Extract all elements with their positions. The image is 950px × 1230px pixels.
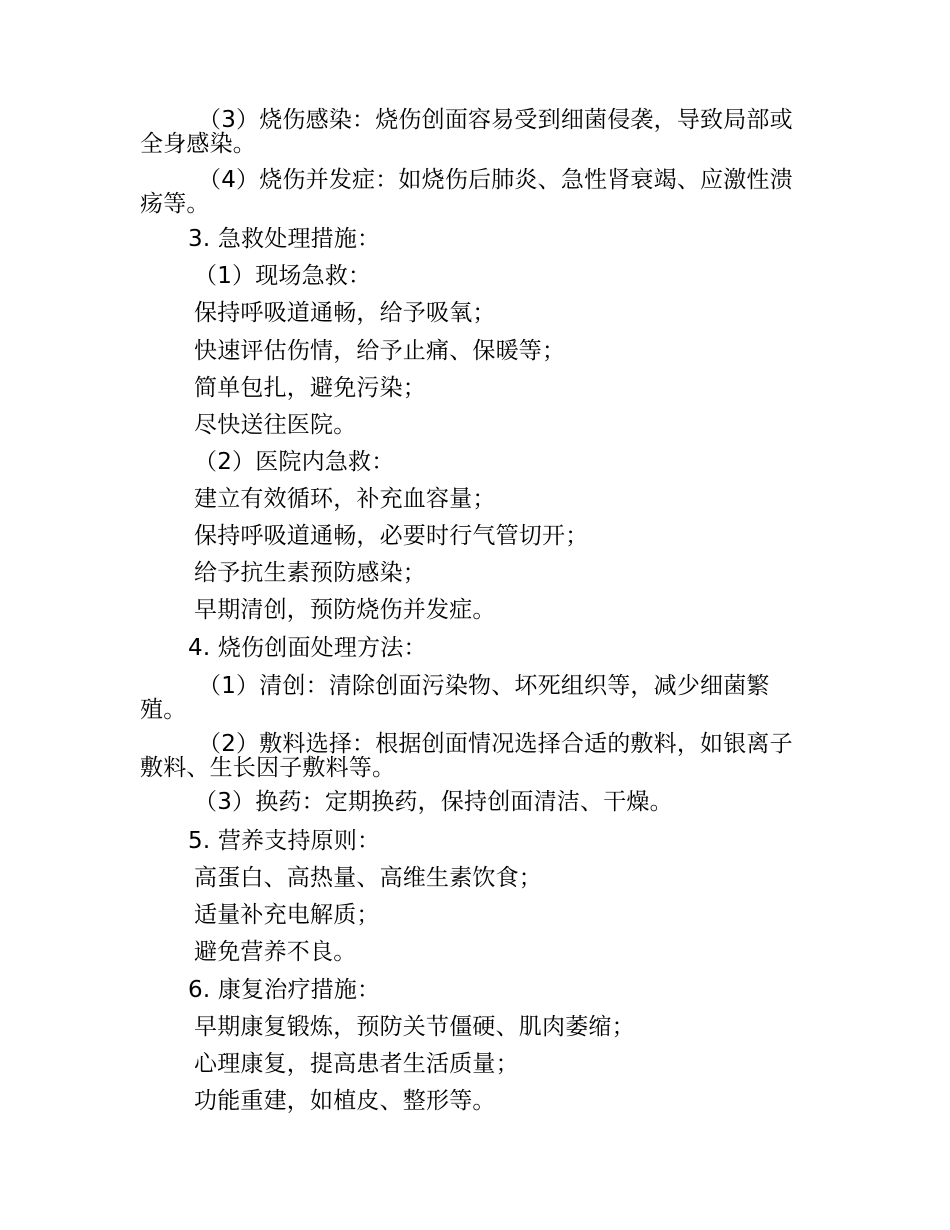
list-item: 快速评估伤情，给予止痛、保暖等； — [194, 338, 566, 364]
heading-first-aid: 3. 急救处理措施： — [188, 226, 381, 252]
paragraph-burn-complications: （4）烧伤并发症：如烧伤后肺炎、急性肾衰竭、应激性溃疡等。 — [140, 167, 793, 217]
list-item: 早期清创，预防烧伤并发症。 — [194, 597, 496, 623]
list-item: 功能重建，如植皮、整形等。 — [194, 1088, 496, 1114]
subheading-onsite-first-aid: （1）现场急救： — [194, 263, 372, 289]
list-item: 避免营养不良。 — [194, 939, 357, 965]
list-item: 适量补充电解质； — [194, 902, 380, 928]
list-item: 早期康复锻炼，预防关节僵硬、肌肉萎缩； — [194, 1014, 635, 1040]
heading-rehabilitation: 6. 康复治疗措施： — [188, 977, 381, 1003]
paragraph-dressing-selection: （2）敷料选择：根据创面情况选择合适的敷料，如银离子敷料、生长因子敷料等。 — [140, 731, 793, 781]
list-item: 建立有效循环，补充血容量； — [194, 486, 496, 512]
paragraph-debridement: （1）清创：清除创面污染物、坏死组织等，减少细菌繁殖。 — [140, 673, 770, 723]
list-item: 给予抗生素预防感染； — [194, 560, 426, 586]
list-item: 简单包扎，避免污染； — [194, 375, 426, 401]
paragraph-burn-infection: （3）烧伤感染：烧伤创面容易受到细菌侵袭，导致局部或全身感染。 — [140, 107, 793, 157]
heading-wound-treatment: 4. 烧伤创面处理方法： — [188, 635, 427, 661]
subheading-hospital-first-aid: （2）医院内急救： — [194, 449, 395, 475]
paragraph-dressing-change: （3）换药：定期换药，保持创面清洁、干燥。 — [194, 789, 673, 815]
list-item: 保持呼吸道通畅，给予吸氧； — [194, 300, 496, 326]
list-item: 尽快送往医院。 — [194, 412, 357, 438]
heading-nutrition: 5. 营养支持原则： — [188, 828, 381, 854]
list-item: 保持呼吸道通畅，必要时行气管切开； — [194, 523, 589, 549]
list-item: 高蛋白、高热量、高维生素饮食； — [194, 865, 542, 891]
list-item: 心理康复，提高患者生活质量； — [194, 1051, 519, 1077]
